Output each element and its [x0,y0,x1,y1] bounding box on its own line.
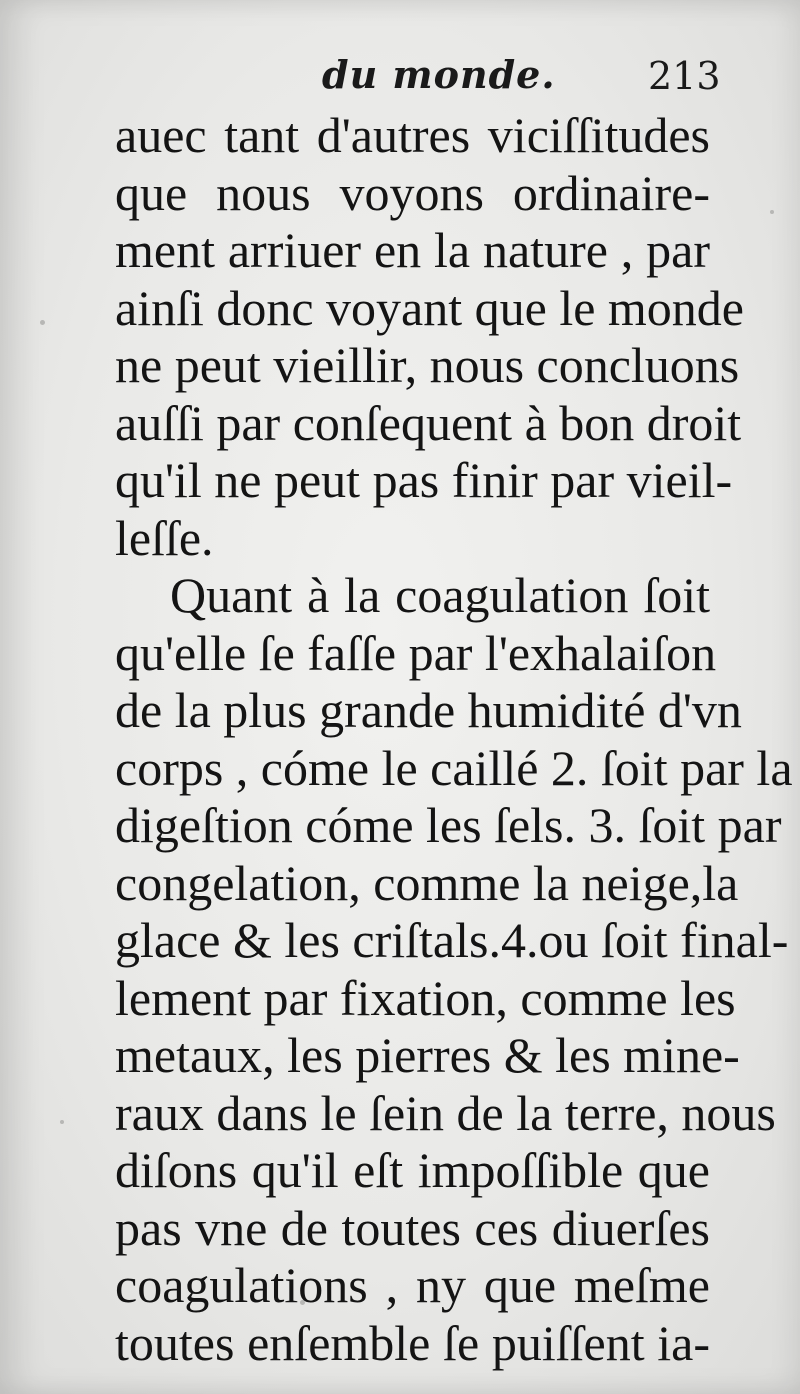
text-line: congelation, comme la neige,la [115,854,739,911]
text-line: corps , cóme le caillé 2. ſoit par la [115,739,793,796]
text-line: toutes enſemble ſe puiſſent ia- [115,1314,710,1371]
text-line: raux dans le ſein de la terre, nous [115,1084,776,1141]
text-line: pas vne de toutes ces diuerſes [115,1199,710,1256]
page-header [0,52,800,112]
text-line: auec tant d'autres viciſſitudes [115,107,710,163]
paper-speck [770,210,774,214]
text-line: coagulations , ny que meſme [115,1257,710,1313]
text-line: metaux, les pierres & les mine- [115,1027,740,1083]
text-line: glace & les criſtals.4.ou ſoit final- [115,912,789,968]
text-line: ment arriuer en la nature , par [115,222,710,278]
text-line: Quant à la coagulation ſoit [170,567,710,623]
text-line: diſons qu'il eſt impoſſible que [115,1142,710,1198]
running-head: du monde. [322,52,556,97]
text-line: de la plus grande humidité d'vn [115,682,742,738]
text-line: ainſi donc voyant que le monde [115,279,745,336]
text-line: que nous voyons ordinaire- [115,164,710,221]
text-line: digeſtion cóme les ſels. 3. ſoit par [115,797,782,853]
page-number: 213 [648,54,721,98]
paper-speck [40,320,45,325]
text-line: qu'elle ſe faſſe par l'exhalaiſon [115,624,717,681]
text-line: lement par fixation, comme les [115,969,736,1026]
body-text [115,107,793,1372]
text-line: auſſi par conſequent à bon droit [115,394,742,451]
text-line: leſſe. [115,509,214,566]
text-line: qu'il ne peut pas finir par vieil- [115,452,733,508]
text-line: ne peut vieillir, nous concluons [115,337,740,393]
paper-speck [60,1120,64,1124]
